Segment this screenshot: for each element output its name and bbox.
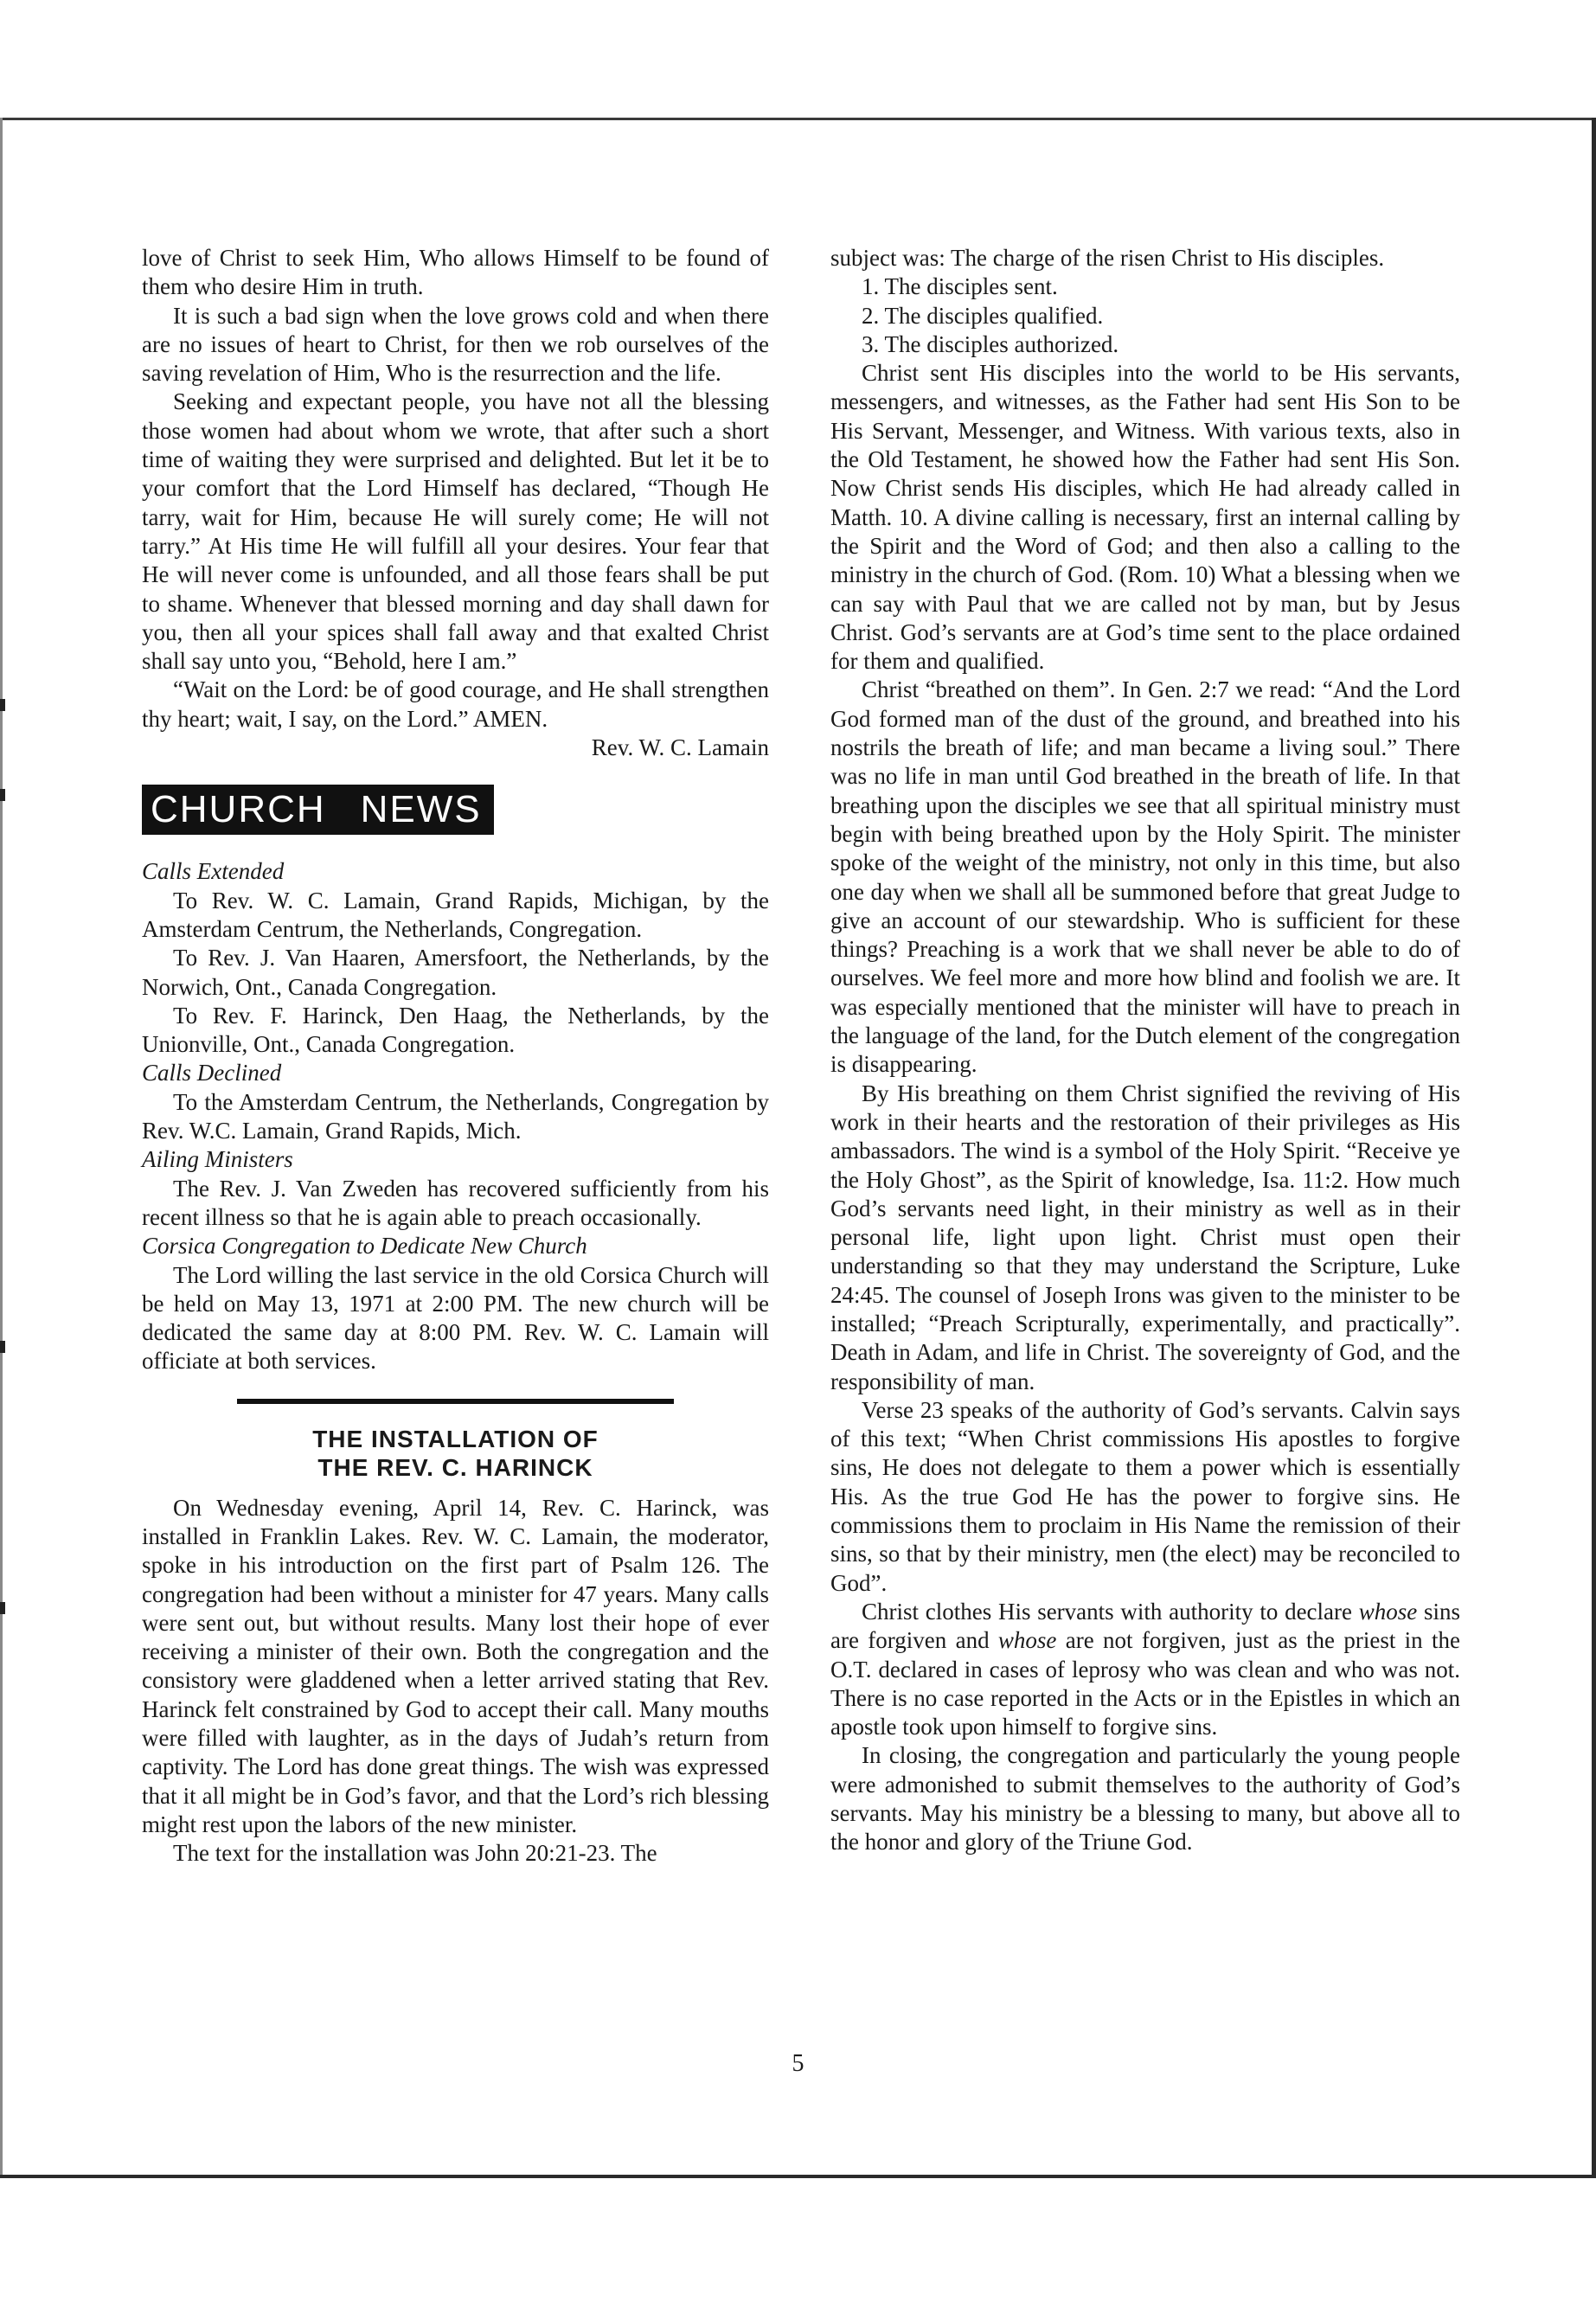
paragraph: It is such a bad sign when the love grows cold and when there are no issues of heart to Christ, for then we rob ourselves of the saving revelation of Him, Who is the resurrection and the life. xyxy=(142,302,769,387)
news-item: The Lord willing the last service in the old Corsica Church will be held on May 13, 1971 at 2:00 PM. The new church will be dedicated the same day at 8:00 PM. Rev. W. C. Lamain will officiate at both services. xyxy=(142,1261,769,1375)
page-edge-left xyxy=(0,118,3,2176)
paragraph: Seeking and expectant people, you have not all the blessing those women had about whom we wrote, that after such a short time of waiting they were surprised and delighted. But let it be to your comfort that the Lord Himself has declared, “Though He tarry, wait for Him, because He will surely come; He will not tarry.” At His time He will fulfill all your desires. Your fear that He will never come is unfounded, and all those fears shall be put to shame. Whenever that blessed morning and day shall dawn for you, then all your spices shall fall away and that exalted Christ shall say unto you, “Behold, here I am.” xyxy=(142,388,769,675)
scan-margin-bottom xyxy=(0,2178,1596,2301)
binding-mark xyxy=(0,789,5,801)
text-run: sins are forgiven and xyxy=(830,1598,1460,1654)
binding-mark xyxy=(0,1341,5,1353)
paragraph: Christ sent His disciples into the world to be His servants, messengers, and witnesses, as the Father had sent His Son to be His Servant, Messenger, and Witness. With various texts, also in the Old Testament, he showed how the Father had sent His Son. Now Christ sends His disciples, which He had already called in Matth. 10. A divine calling is necessary, first an internal calling by the Spirit and the Word of God; and then also a calling to the ministry in the church of God. (Rom. 10) What a blessing when we can say with Paul that we are called not by man, but by Jesus Christ. God’s servants are at God’s time sent to the place ordained for them and qualified. xyxy=(830,360,1460,675)
paragraph xyxy=(830,1598,1460,1741)
left-column xyxy=(142,244,769,1868)
list-item: 1. The disciples sent. xyxy=(862,273,1058,300)
page-edge-right xyxy=(1592,118,1596,2176)
article-title-line: THE INSTALLATION OF xyxy=(312,1425,599,1452)
page-number: 5 xyxy=(792,2050,804,2077)
church-news-banner xyxy=(142,785,494,835)
section-heading: Calls Declined xyxy=(142,1060,282,1086)
binding-mark xyxy=(0,1602,5,1614)
banner-word: NEWS xyxy=(360,788,482,831)
list-item: 3. The disciples authorized. xyxy=(862,330,1119,357)
right-column xyxy=(830,244,1460,1857)
section-heading: Corsica Congregation to Dedicate New Church xyxy=(142,1233,587,1259)
article-title-line: THE REV. C. HARINCK xyxy=(317,1453,593,1481)
section-heading: Ailing Ministers xyxy=(142,1146,293,1173)
banner-word: CHURCH xyxy=(151,788,326,831)
paragraph: Christ “breathed on them”. In Gen. 2:7 we read: “And the Lord God formed man of the dust of the ground, and breathed into his nostrils the breath of life; and man became a living soul.” There was no life in man until God breathed in the breath of life. In that breathing upon the disciples we see that all spiritual ministry must begin with being breathed upon by the Holy Spirit. The minister spoke of the weight of the ministry, not only in this time, but also one day when we shall all be summoned before that great Judge to give an account of our stewardship. Who is sufficient for these things? Preaching is a work that we shall never be able to do of ourselves. We feel more and more how blind and foolish we are. It was especially mentioned that the minister will have to preach in the language of the land, for the Dutch element of the congregation is disappearing. xyxy=(830,676,1460,1078)
list-item: 2. The disciples qualified. xyxy=(862,302,1104,329)
divider-rule xyxy=(237,1399,674,1404)
binding-mark xyxy=(0,699,5,711)
paragraph: “Wait on the Lord: be of good courage, and He shall strengthen thy heart; wait, I say, on the Lord.” AMEN. xyxy=(142,676,769,732)
text-run: Christ clothes His servants with authority to declare xyxy=(862,1598,1359,1625)
paragraph: By His breathing on them Christ signified the reviving of His work in their hearts and the restoration of their privileges as His ambassadors. The wind is a symbol of the Holy Spirit. “Receive ye the Holy Ghost”, as the Spirit of knowledge, Isa. 11:2. How much God’s servants need light, in their ministry as well as in their personal life, light upon light. Christ must open their understanding so that they may understand the Scripture, Luke 24:45. The counsel of Joseph Irons was given to the minister to be installed; “Preach Scripturally, experimentally, and practically”. Death in Adam, and life in Christ. The sovereignty of God, and the responsibility of man. xyxy=(830,1080,1460,1394)
paragraph: Verse 23 speaks of the authority of God’s servants. Calvin says of this text; “When Christ commissions His apostles to forgive sins, He does not delegate to them a power which is essentially His. As the true God He has the power to forgive sins. He commissions them to proclaim in His Name the remission of their sins, so that by their ministry, men (the elect) may be reconciled to God”. xyxy=(830,1396,1460,1596)
paragraph: love of Christ to seek Him, Who allows Himself to be found of them who desire Him in truth. xyxy=(142,245,769,300)
article-title xyxy=(142,1425,769,1482)
page-edge-top xyxy=(0,118,1596,120)
news-item: To Rev. F. Harinck, Den Haag, the Netherlands, by the Unionville, Ont., Canada Congregation. xyxy=(142,1002,769,1058)
paragraph: subject was: The charge of the risen Christ to His disciples. xyxy=(830,245,1385,271)
emphasis: whose xyxy=(1358,1598,1418,1625)
news-item: The Rev. J. Van Zweden has recovered sufficiently from his recent illness so that he is again able to preach occasionally. xyxy=(142,1175,769,1230)
scan-margin-top xyxy=(0,0,1596,121)
signature: Rev. W. C. Lamain xyxy=(591,734,769,761)
text-run: are not forgiven, just as the priest in the O.T. declared in cases of leprosy who was clean and who was not. There is no case reported in the Acts or in the Epistles in which an apostle took upon himself to forgive sins. xyxy=(830,1627,1460,1740)
section-heading: Calls Extended xyxy=(142,858,285,885)
news-item: To the Amsterdam Centrum, the Netherlands, Congregation by Rev. W.C. Lamain, Grand Rapids, Mich. xyxy=(142,1088,769,1144)
emphasis: whose xyxy=(997,1627,1057,1654)
news-item: To Rev. J. Van Haaren, Amersfoort, the Netherlands, by the Norwich, Ont., Canada Congregation. xyxy=(142,945,769,1000)
paragraph: On Wednesday evening, April 14, Rev. C. Harinck, was installed in Franklin Lakes. Rev. W. C. Lamain, the moderator, spoke in his introduction on the first part of Psalm 126. The congregation had been without a minister for 47 years. Many calls were sent out, but without results. Many lost their hope of ever receiving a minister of their own. Both the congregation and the consistory were gladdened when a letter arrived stating that Rev. Harinck felt constrained by God to accept their call. Many mouths were filled with laughter, as in the days of Judah’s return from captivity. The Lord has done great things. The wish was expressed that it all might be in God’s favor, and that the Lord’s rich blessing might rest upon the labors of the new minister. xyxy=(142,1494,769,1837)
paragraph: The text for the installation was John 20:21-23. The xyxy=(173,1840,657,1867)
paragraph: In closing, the congregation and particularly the young people were admonished to submit themselves to the authority of God’s servants. May his ministry be a blessing to many, but above all to the honor and glory of the Triune God. xyxy=(830,1742,1460,1856)
news-item: To Rev. W. C. Lamain, Grand Rapids, Michigan, by the Amsterdam Centrum, the Netherlands, Congregation. xyxy=(142,887,769,942)
